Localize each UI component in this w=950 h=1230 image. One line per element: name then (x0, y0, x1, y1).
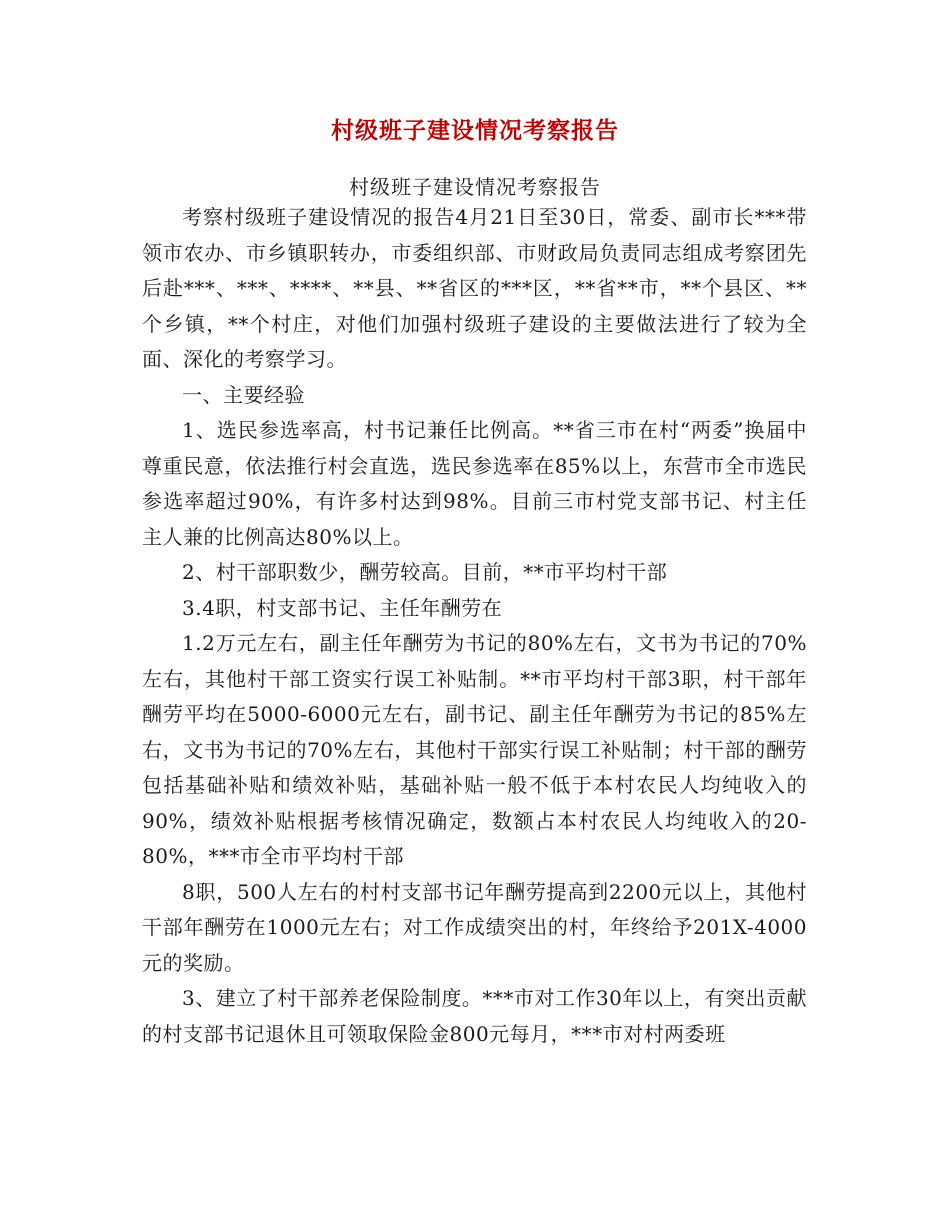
paragraph-item-2-cont-b: 1.2万元左右，副主任年酬劳为书记的80%左右，文书为书记的70%左右，其他村干部工资实行误工补贴制。**市平均村干部3职，村干部年酬劳平均在5000-6000元左右，副书记、副主任年酬劳为书记的85%左右，文书为书记的70%左右，其他村干部实行误工补贴制；村干部的酬劳包括基础补贴和绩效补贴，基础补贴一般不低于本村农民人均纯收入的90%，绩效补贴根据考核情况确定，数额占本村农民人均纯收入的20-80%，***市全市平均村干部 (142, 631, 807, 868)
section-heading-main-experience: 一、主要经验 (182, 382, 305, 407)
paragraph-item-2-cont-a: 3.4职，村支部书记、主任年酬劳在 (182, 595, 503, 620)
paragraph-item-3: 3、建立了村干部养老保险制度。***市对工作30年以上，有突出贡献的村支部书记退休且可领取保险金800元每月，***市对村两委班 (142, 986, 807, 1046)
paragraph-item-1: 1、选民参选率高，村书记兼任比例高。**省三市在村“两委”换届中尊重民意，依法推行村会直选，选民参选率在85%以上，东营市全市选民参选率超过90%，有许多村达到98%。目前三市村党支部书记、村主任主人兼的比例高达80%以上。 (142, 418, 807, 549)
paragraph-intro: 考察村级班子建设情况的报告4月21日至30日，常委、副市长***带领市农办、市乡镇职转办，市委组织部、市财政局负责同志组成考察团先后赴***、***、****、**县、**省区的***区，**省**市，**个县区、**个乡镇，**个村庄，对他们加强村级班子建设的主要做法进行了较为全面、深化的考察学习。 (142, 205, 807, 371)
document-subtitle: 村级班子建设情况考察报告 (349, 175, 601, 199)
document-title: 村级班子建设情况考察报告 (331, 117, 619, 144)
document-body (142, 200, 807, 1052)
paragraph-item-2: 2、村干部职数少，酬劳较高。目前，**市平均村干部 (182, 560, 668, 584)
paragraph-item-2-cont-c: 8职，500人左右的村村支部书记年酬劳提高到2200元以上，其他村干部年酬劳在1000元左右；对工作成绩突出的村，年终给予201X-4000元的奖励。 (142, 879, 807, 975)
